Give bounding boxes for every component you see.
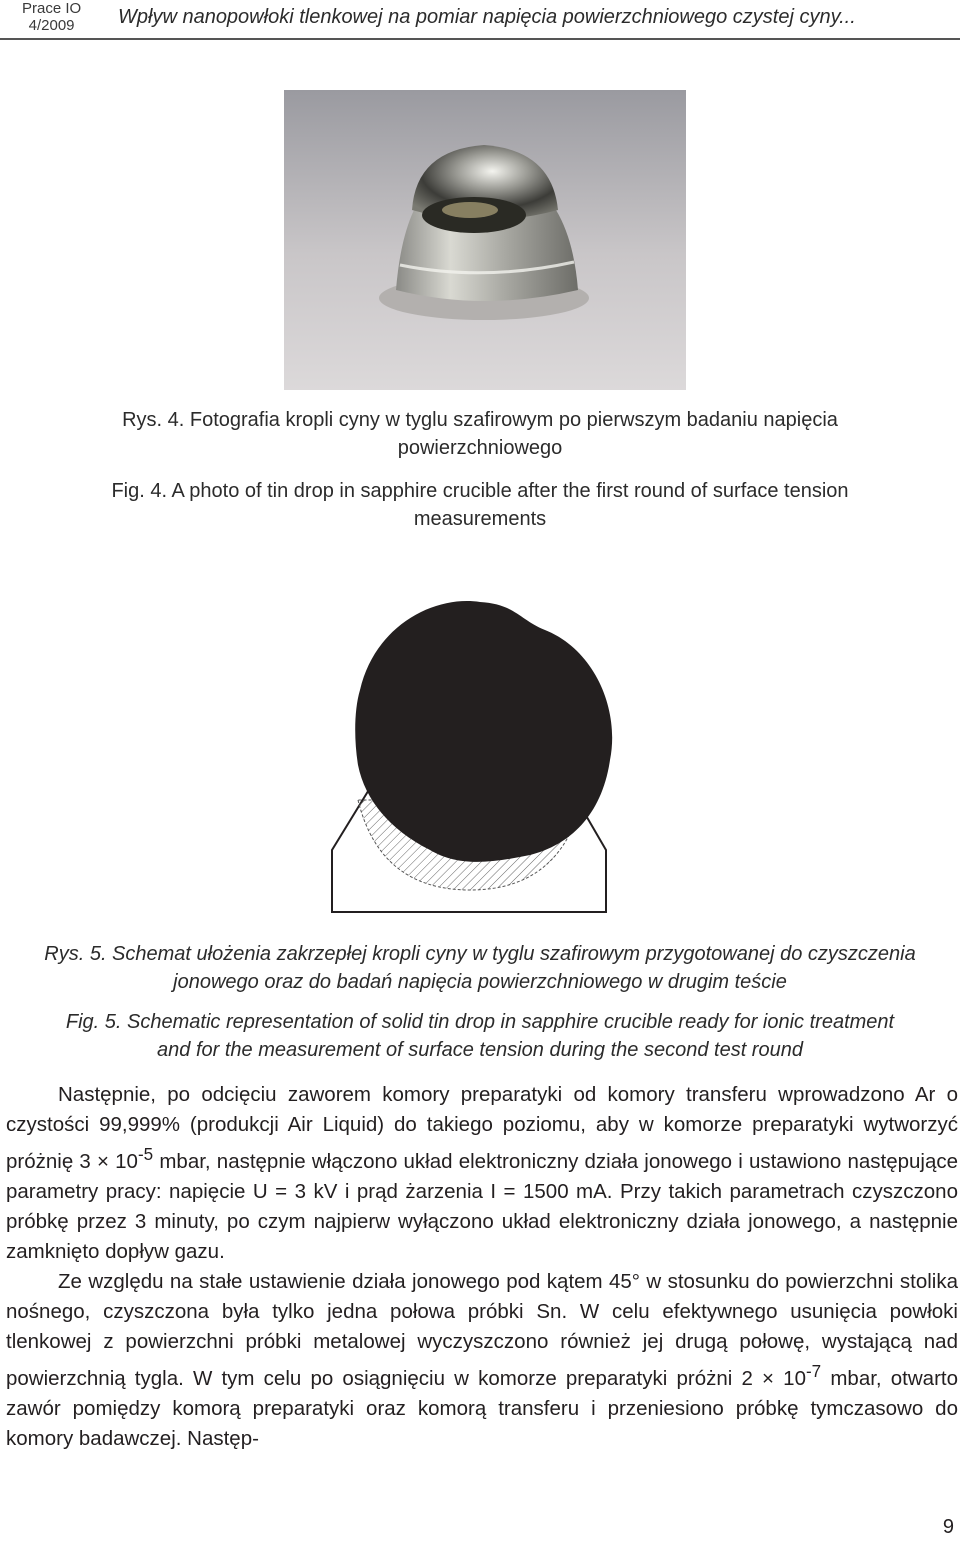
figure-4-caption-en: Fig. 4. A photo of tin drop in sapphire crucible after the first round of surface tension measurements [111, 480, 849, 530]
figure-5-caption-pl: Rys. 5. Schemat ułożenia zakrzepłej kropli cyny w tyglu szafirowym przygotowanej do czyszczenia jonowego oraz do badań napięcia powierzchniowego w drugim teście [44, 943, 916, 993]
journal-issue [22, 0, 81, 34]
figure-4-caption-pl: Rys. 4. Fotografia kropli cyny w tyglu szafirowym po pierwszym badaniu napięcia powierzchniowego [122, 409, 838, 459]
tin-drop-shape [355, 601, 612, 862]
running-title: Wpływ nanopowłoki tlenkowej na pomiar napięcia powierzchniowego czystej cyny... [118, 6, 856, 28]
tin-drop-photo [284, 90, 686, 390]
journal-name: Prace IO [22, 0, 82, 17]
page-number: 9 [942, 1516, 954, 1538]
body-text [6, 1080, 958, 1454]
paragraph-2: Ze względu na stałe ustawienie działa jonowego pod kątem 45° w stosunku do powierzchni stolika nośnego, czyszczona była tylko jedna połowa próbki Sn. W celu efektywnego usunięcia powłoki tlenkowej z powierzchni próbki metalowej wyczyszczono również jej drugą połowę, wystającą nad powierzchnią tygla. W tym celu po osiągnięciu w komorze preparatyki próżni $2 \times 10^{-7}$ mbar, otwarto zawór pomiędzy komorą preparatyki oraz komorą transferu i przeniesiono próbkę tymczasowo do komory badawczej. Następ- [6, 1269, 958, 1450]
journal-number: 4/2009 [28, 17, 75, 34]
page-header [0, 0, 960, 40]
header-divider [0, 38, 960, 40]
paragraph-1: Następnie, po odcięciu zaworem komory preparatyki od komory transferu wprowadzono Ar o czystości 99,999% (produkcji Air Liquid) do takiego poziomu, aby w komorze preparatyki wytworzyć próżnię $3 \times 10^{-5}$ mbar, następnie włączono układ elektroniczny działa jonowego i ustawiono następujące parametry pracy: napięcie U = 3 kV i prąd żarzenia I = 1500 mA. Przy takich parametrach czyszczono próbkę przez 3 minuty, po czym najpierw wyłączono układ elektroniczny działa jonowego, a następnie zamknięto dopływ gazu. [6, 1083, 959, 1263]
figure-5-caption-en: Fig. 5. Schematic representation of solid tin drop in sapphire crucible ready for ionic treatment and for the measurement of surface tension during the second test round [65, 1011, 895, 1061]
drop-in-crucible-diagram [320, 590, 620, 920]
